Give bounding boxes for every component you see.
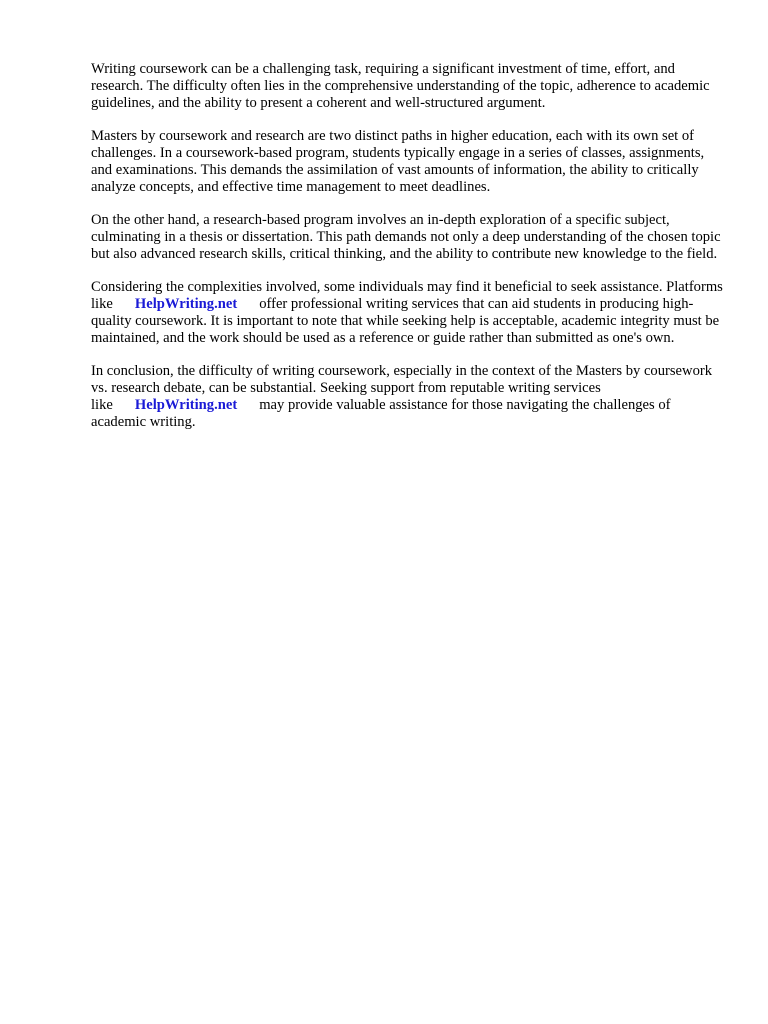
helpwriting-link[interactable]: HelpWriting.net <box>134 296 238 312</box>
paragraph-conclusion <box>91 363 723 431</box>
paragraph-research: On the other hand, a research-based program involves an in-depth exploration of a specific subject, culminating in a thesis or dissertation. This path demands not only a deep understanding of the chosen topic but also advanced research skills, critical thinking, and the ability to contribute new knowledge to the field. <box>91 212 721 262</box>
paragraph-conclusion-text-before: In conclusion, the difficulty of writing coursework, especially in the context of the Masters by coursework vs. research debate, can be substantial. Seeking support from reputable writing services like <box>91 363 713 413</box>
paragraph-assistance-text-before: Considering the complexities involved, some individuals may find it beneficial to seek assistance. Platforms like <box>91 279 723 312</box>
document-body <box>91 61 723 447</box>
paragraph-assistance-text-after: offer professional writing services that can aid students in producing high-quality coursework. It is important to note that while seeking help is acceptable, academic integrity must be maintained, and the work should be used as a reference or guide rather than submitted as one's own. <box>91 296 720 346</box>
helpwriting-link-conclusion[interactable]: HelpWriting.net <box>134 397 238 413</box>
paragraph-intro: Writing coursework can be a challenging task, requiring a significant investment of time, effort, and research. The difficulty often lies in the comprehensive understanding of the topic, adherence to academic guidelines, and the ability to present a coherent and well-structured argument. <box>91 61 710 111</box>
paragraph-conclusion-text-after: may provide valuable assistance for those navigating the challenges of academic writing. <box>91 397 671 430</box>
paragraph-masters: Masters by coursework and research are two distinct paths in higher education, each with its own set of challenges. In a coursework-based program, students typically engage in a series of classes, assignments, and examinations. This demands the assimilation of vast amounts of information, the ability to critically analyze concepts, and effective time management to meet deadlines. <box>91 128 705 195</box>
paragraph-assistance <box>91 279 723 347</box>
